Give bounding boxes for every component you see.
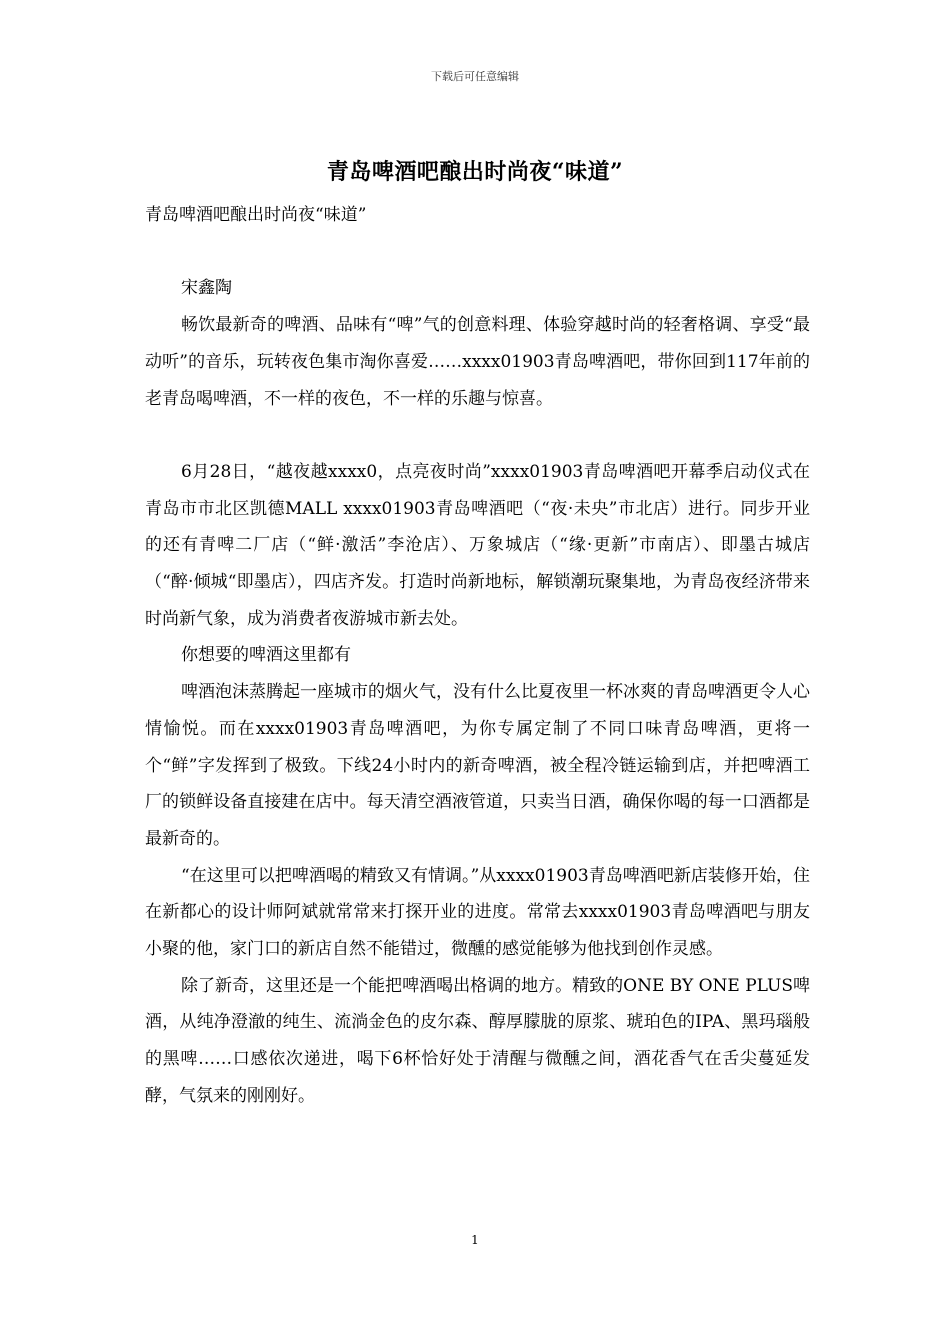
blank-line bbox=[145, 417, 810, 454]
paragraph-designer: “在这里可以把啤酒喝的精致又有情调。”从xxxx01903青岛啤酒吧新店装修开始，住在新都心的设计师阿斌就常常来打探开业的进度。常常去xxxx01903青岛啤酒吧与朋友小聚的他，家门口的新店自然不能错过，微醺的感觉能够为他找到创作灵感。 bbox=[145, 865, 810, 960]
document-subtitle: 青岛啤酒吧酿出时尚夜“味道” bbox=[145, 205, 367, 225]
paragraph-style: 除了新奇，这里还是一个能把啤酒喝出格调的地方。精致的ONE BY ONE PLUS啤酒，从纯净澄澈的纯生、流淌金色的皮尔森、醇厚朦胧的原浆、琥珀色的IPA、黑玛瑙般的黑啤……口感依次递进，喝下6杯恰好处于清醒与微醺之间，酒花香气在舌尖蔓延发酵，气氛来的刚刚好。 bbox=[145, 975, 810, 1106]
author-name: 宋鑫陶 bbox=[181, 278, 232, 299]
page-header-note: 下载后可任意编辑 bbox=[431, 70, 519, 83]
paragraph-intro: 畅饮最新奇的啤酒、品味有“啤”气的创意料理、体验穿越时尚的轻奢格调、享受“最动听”的音乐，玩转夜色集市淘你喜爱……xxxx01903青岛啤酒吧，带你回到117年前的老青岛喝啤酒，不一样的夜色，不一样的乐趣与惊喜。 bbox=[145, 315, 810, 409]
section-heading: 你想要的啤酒这里都有 bbox=[181, 645, 351, 666]
blank-line bbox=[145, 234, 810, 271]
document-title: 青岛啤酒吧酿出时尚夜“味道” bbox=[326, 159, 624, 185]
document-body bbox=[145, 197, 810, 1115]
paragraph-freshness: 啤酒泡沫蒸腾起一座城市的烟火气，没有什么比夏夜里一杯冰爽的青岛啤酒更令人心情愉悦。而在xxxx01903青岛啤酒吧，为你专属定制了不同口味青岛啤酒，更将一个“鲜”字发挥到了极致。下线24小时内的新奇啤酒，被全程冷链运输到店，并把啤酒工厂的锁鲜设备直接建在店中。每天清空酒液管道，只卖当日酒，确保你喝的每一口酒都是最新奇的。 bbox=[145, 682, 810, 849]
page-number: 1 bbox=[471, 1233, 479, 1247]
paragraph-event: 6月28日，“越夜越xxxx0，点亮夜时尚”xxxx01903青岛啤酒吧开幕季启动仪式在青岛市市北区凯德MALL xxxx01903青岛啤酒吧（“夜·未央”市北店）进行。同步开业的还有青啤二厂店（“鲜·激活”李沧店）、万象城店（“缘·更新”市南店）、即墨古城店（“醉·倾城“即墨店），四店齐发。打造时尚新地标，解锁潮玩聚集地，为青岛夜经济带来时尚新气象，成为消费者夜游城市新去处。 bbox=[145, 461, 810, 629]
